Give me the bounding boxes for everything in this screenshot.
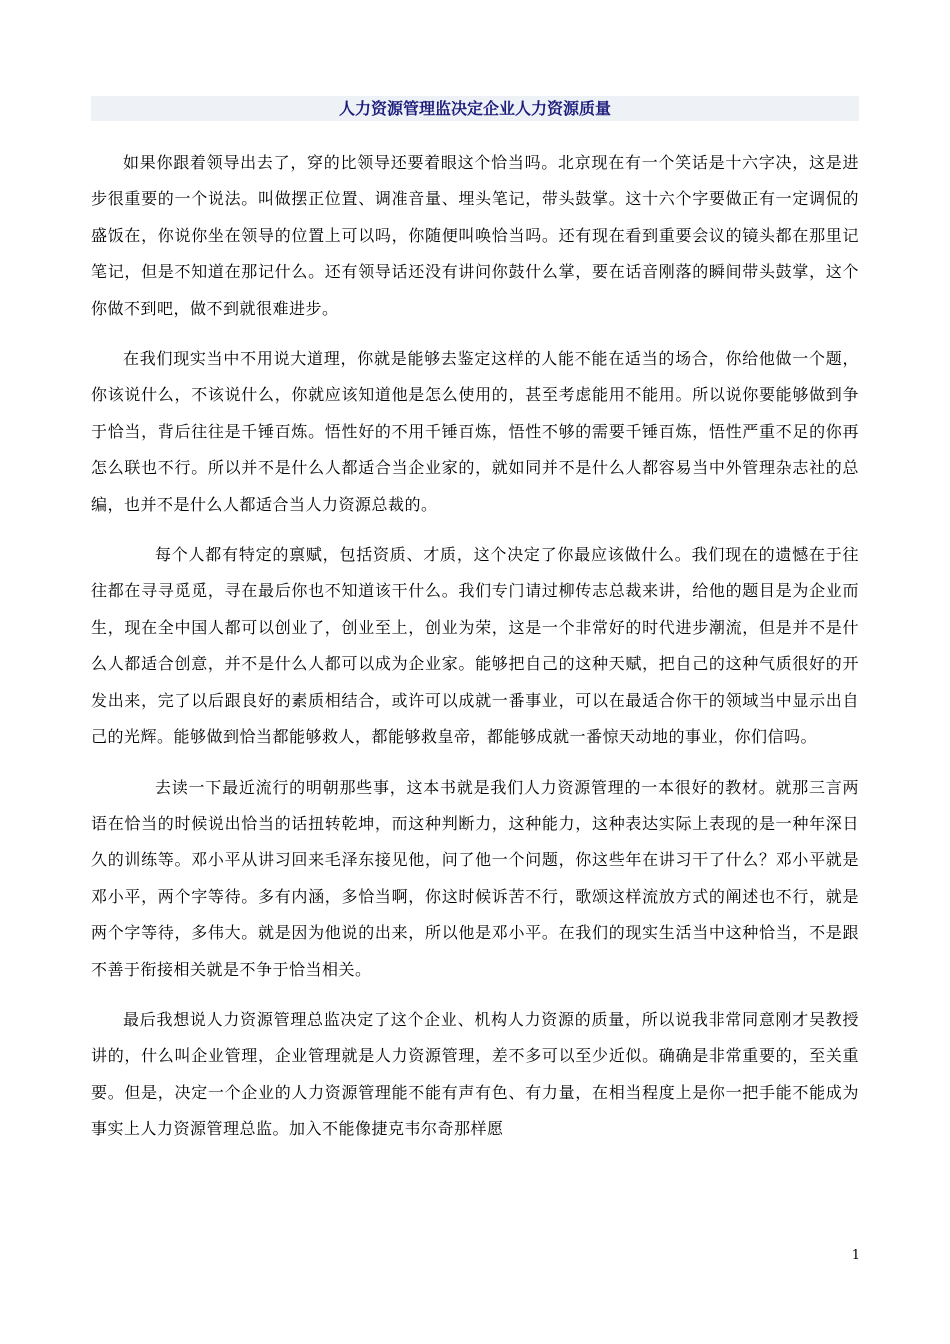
document-title: 人力资源管理监决定企业人力资源质量 xyxy=(338,99,611,118)
paragraph-5: 最后我想说人力资源管理总监决定了这个企业、机构人力资源的质量，所以说我非常同意刚才吴教授讲的，什么叫企业管理，企业管理就是人力资源管理，差不多可以至少近似。确确是非常重要的，至关重要。但是，决定一个企业的人力资源管理能不能有声有色、有力量，在相当程度上是你一把手能不能成为事实上人力资源管理总监。加入不能像捷克韦尔奇那样愿 xyxy=(91,1009,859,1139)
document-body xyxy=(91,145,859,1162)
paragraph-4: 去读一下最近流行的明朝那些事，这本书就是我们人力资源管理的一本很好的教材。就那三言两语在恰当的时候说出恰当的话扭转乾坤，而这种判断力，这种能力，这种表达实际上表现的是一种年深日久的训练等。邓小平从讲习回来毛泽东接见他，问了他一个问题，你这些年在讲习干了什么？邓小平就是邓小平，两个字等待。多有内涵，多恰当啊，你这时候诉苦不行，歌颂这样流放方式的阐述也不行，就是两个字等待，多伟大。就是因为他说的出来，所以他是邓小平。在我们的现实生活当中这种恰当，不是跟不善于衔接相关就是不争于恰当相关。 xyxy=(91,777,859,979)
paragraph-3: 每个人都有特定的禀赋，包括资质、才质，这个决定了你最应该做什么。我们现在的遗憾在于往往都在寻寻觅觅，寻在最后你也不知道该干什么。我们专门请过柳传志总裁来讲，给他的题目是为企业而生，现在全中国人都可以创业了，创业至上，创业为荣，这是一个非常好的时代进步潮流，但是并不是什么人都适合创意，并不是什么人都可以成为企业家。能够把自己的这种天赋，把自己的这种气质很好的开发出来，完了以后跟良好的素质相结合，或许可以成就一番事业，可以在最适合你干的领域当中显示出自己的光辉。能够做到恰当都能够救人，都能够救皇帝，都能够成就一番惊天动地的事业，你们信吗。 xyxy=(91,545,859,747)
page-number: 1 xyxy=(851,1248,860,1263)
paragraph-2: 在我们现实当中不用说大道理，你就是能够去鉴定这样的人能不能在适当的场合，你给他做一个题，你该说什么，不该说什么，你就应该知道他是怎么使用的，甚至考虑能用不能用。所以说你要能够做到争于恰当，背后往往是千锤百炼。悟性好的不用千锤百炼，悟性不够的需要千锤百炼，悟性严重不足的你再怎么联也不行。所以并不是什么人都适合当企业家的，就如同并不是什么人都容易当中外管理杂志社的总编，也并不是什么人都适合当人力资源总裁的。 xyxy=(91,349,859,514)
paragraph-1: 如果你跟着领导出去了，穿的比领导还要着眼这个恰当吗。北京现在有一个笑话是十六字决，这是进步很重要的一个说法。叫做摆正位置、调准音量、埋头笔记，带头鼓掌。这十六个字要做正有一定调侃的盛饭在，你说你坐在领导的位置上可以吗，你随便叫唤恰当吗。还有现在看到重要会议的镜头都在那里记笔记，但是不知道在那记什么。还有领导话还没有讲问你鼓什么掌，要在话音刚落的瞬间带头鼓掌，这个你做不到吧，做不到就很难进步。 xyxy=(91,153,859,318)
